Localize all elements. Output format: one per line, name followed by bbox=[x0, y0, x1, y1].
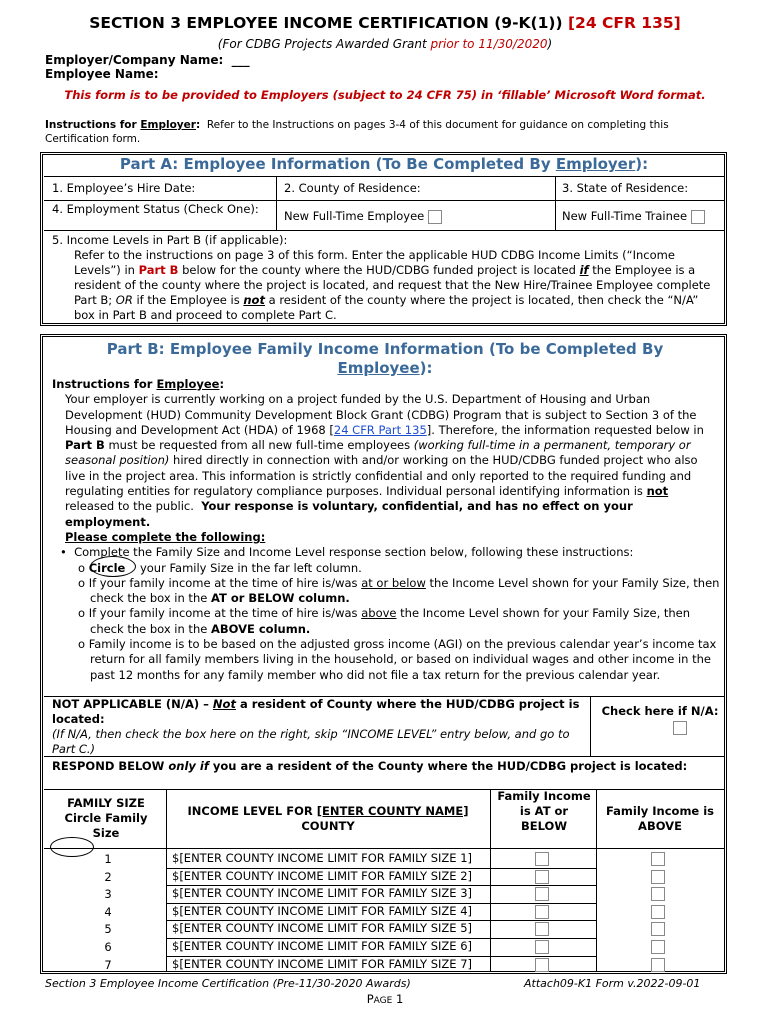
page-number: PAGE 1 bbox=[366, 992, 404, 1006]
above-checkbox[interactable] bbox=[651, 870, 665, 884]
col-at-or-below: Family Income is AT or BELOW bbox=[497, 789, 591, 833]
above-checkbox[interactable] bbox=[651, 922, 665, 936]
income-limit-field[interactable]: $[ENTER COUNTY INCOME LIMIT FOR FAMILY SIZE 3] bbox=[172, 886, 473, 901]
at-or-below-checkbox[interactable] bbox=[535, 870, 549, 884]
not-applicable-text: NOT APPLICABLE (N/A) – Not a resident of County where the HUD/CDBG project is located: (If N/A, then check the box here on the right, skip “INCOME LEVEL” entry below, and go to Part C.) bbox=[52, 697, 580, 756]
fulltime-employee-option: New Full-Time Employee bbox=[284, 209, 442, 224]
respond-below-text: RESPOND BELOW only if you are a resident of the County where the HUD/CDBG project is located: bbox=[52, 759, 688, 773]
hire-date-field[interactable]: 1. Employee’s Hire Date: bbox=[52, 181, 196, 195]
family-size-7[interactable]: 7 bbox=[104, 957, 112, 972]
income-limit-field[interactable]: $[ENTER COUNTY INCOME LIMIT FOR FAMILY SIZE 1] bbox=[172, 851, 473, 865]
income-limit-field[interactable]: $[ENTER COUNTY INCOME LIMIT FOR FAMILY SIZE 6] bbox=[172, 939, 473, 953]
na-checkbox[interactable] bbox=[673, 721, 687, 735]
at-or-below-checkbox[interactable] bbox=[535, 887, 549, 901]
family-size-1[interactable]: 1 bbox=[104, 852, 112, 866]
above-checkbox[interactable] bbox=[651, 887, 665, 901]
at-or-below-checkbox[interactable] bbox=[535, 958, 549, 972]
family-size-3[interactable]: 3 bbox=[104, 887, 112, 902]
check-na-label: Check here if N/A: bbox=[598, 704, 722, 735]
above-checkbox[interactable] bbox=[651, 905, 665, 919]
footer-right: Attach09-K1 Form v.2022-09-01 bbox=[524, 977, 701, 990]
col-above: Family Income is ABOVE bbox=[605, 804, 715, 833]
employment-status-label: 4. Employment Status (Check One): bbox=[52, 202, 259, 216]
county-field[interactable]: 2. County of Residence: bbox=[284, 181, 421, 195]
part-b-heading: Part B: Employee Family Income Information (To be Completed By Employee): bbox=[106, 340, 664, 377]
footer-left: Section 3 Employee Income Certification (Pre-11/30-2020 Awards) bbox=[45, 977, 411, 990]
at-or-below-checkbox[interactable] bbox=[535, 922, 549, 936]
at-or-below-checkbox[interactable] bbox=[535, 852, 549, 866]
income-levels-instructions: 5. Income Levels in Part B (if applicable): Refer to the instructions on page 3 of this form. Enter the applicable HUD CDBG Income Limits (“Income Levels”) in Part B below for the county where the HUD/CDBG funded project is located if the Employee is a resident of the county where the project is located, and request that the New Hire/Trainee Employee complete Part B; OR if the Employee is not a resident of the county where the project is located, then check the “N/A” box in Part B and proceed to complete Part C. bbox=[52, 233, 711, 322]
income-limit-field[interactable]: $[ENTER COUNTY INCOME LIMIT FOR FAMILY SIZE 5] bbox=[172, 921, 473, 936]
income-limit-field[interactable]: $[ENTER COUNTY INCOME LIMIT FOR FAMILY SIZE 2] bbox=[172, 868, 473, 883]
employer-name-row: Employer/Company Name: ___ bbox=[45, 53, 250, 67]
col-family-size: FAMILY SIZE Circle Family Size bbox=[64, 796, 148, 840]
circle-example-icon bbox=[90, 556, 136, 577]
col-income-level: INCOME LEVEL FOR [ENTER COUNTY NAME] COUNTY bbox=[187, 804, 469, 833]
at-or-below-checkbox[interactable] bbox=[535, 940, 549, 954]
family-size-5[interactable]: 5 bbox=[104, 922, 112, 937]
family-size-2[interactable]: 2 bbox=[104, 869, 112, 884]
notice-text: This form is to be provided to Employers (subject to 24 CFR 75) in ‘fillable’ Microsoft Word format. bbox=[64, 88, 706, 102]
employee-instructions: Instructions for Employee: Your employer is currently working on a project funded by the U.S. Department of Housing and Urban Development (HUD) Community Development Block Grant (CDBG) Program that is subject to Section 3 of the Housing and Development Act (HDA) of 1968 [24 CFR Part 135]. Therefore, the information requested below in Part B must be requested from all new full-time employees (working full-time in a permanent, temporary or seasonal position) hired directly in connection with and/or working on the HUD/CDBG funded project who also live in the project area. This information is strictly confidential and only reported to the required funding and regulating entities for regulatory compliance purposes. Individual personal identifying information is not released to the public. Your response is voluntary, confidential, and has no effect on your employment. Please complete the following: • Complete the Family Size and Income Level response section below, following these instructions: o Circle your Family Size in the far left column. o If your family income at the time of hire is/was at or below the Income Level shown for your Family Size, then check the box in the AT or BELOW column. o If your family income at the time of hire is/was above the Income Level shown for your Family Size, then check the box in the ABOVE column. o Family income is to be based on the adjusted gross income (AGI) on the previous calendar year’s income tax return for all family members living in the household, or based on individual wages and other income in the past 12 months for any family member who did not file a tax return for the previous calendar year. bbox=[52, 377, 720, 682]
above-checkbox[interactable] bbox=[651, 940, 665, 954]
above-checkbox[interactable] bbox=[651, 958, 665, 972]
part-a-heading: Part A: Employee Information (To Be Completed By Employer): bbox=[119, 155, 649, 173]
family-size-6[interactable]: 6 bbox=[104, 940, 112, 954]
family-size-4[interactable]: 4 bbox=[104, 904, 112, 919]
employer-instructions: Instructions for Employer: Refer to the Instructions on pages 3-4 of this document for guidance on completing this Certification form. bbox=[45, 119, 669, 145]
fulltime-employee-checkbox[interactable] bbox=[428, 210, 442, 224]
employer-name-field[interactable]: ___ bbox=[231, 53, 250, 67]
fulltime-trainee-checkbox[interactable] bbox=[691, 210, 705, 224]
state-field[interactable]: 3. State of Residence: bbox=[562, 181, 689, 195]
employee-name-label: Employee Name: bbox=[45, 67, 159, 81]
cfr-link[interactable]: 24 CFR Part 135 bbox=[333, 422, 427, 437]
fulltime-trainee-option: New Full-Time Trainee bbox=[562, 209, 705, 224]
income-limit-field[interactable]: $[ENTER COUNTY INCOME LIMIT FOR FAMILY SIZE 4] bbox=[172, 903, 473, 918]
above-checkbox[interactable] bbox=[651, 852, 665, 866]
income-limit-field[interactable]: $[ENTER COUNTY INCOME LIMIT FOR FAMILY SIZE 7] bbox=[172, 956, 473, 971]
at-or-below-checkbox[interactable] bbox=[535, 905, 549, 919]
form-title: SECTION 3 EMPLOYEE INCOME CERTIFICATION (9-K(1)) [24 CFR 135] bbox=[89, 14, 681, 32]
form-subtitle: (For CDBG Projects Awarded Grant prior to 11/30/2020) bbox=[217, 37, 553, 51]
